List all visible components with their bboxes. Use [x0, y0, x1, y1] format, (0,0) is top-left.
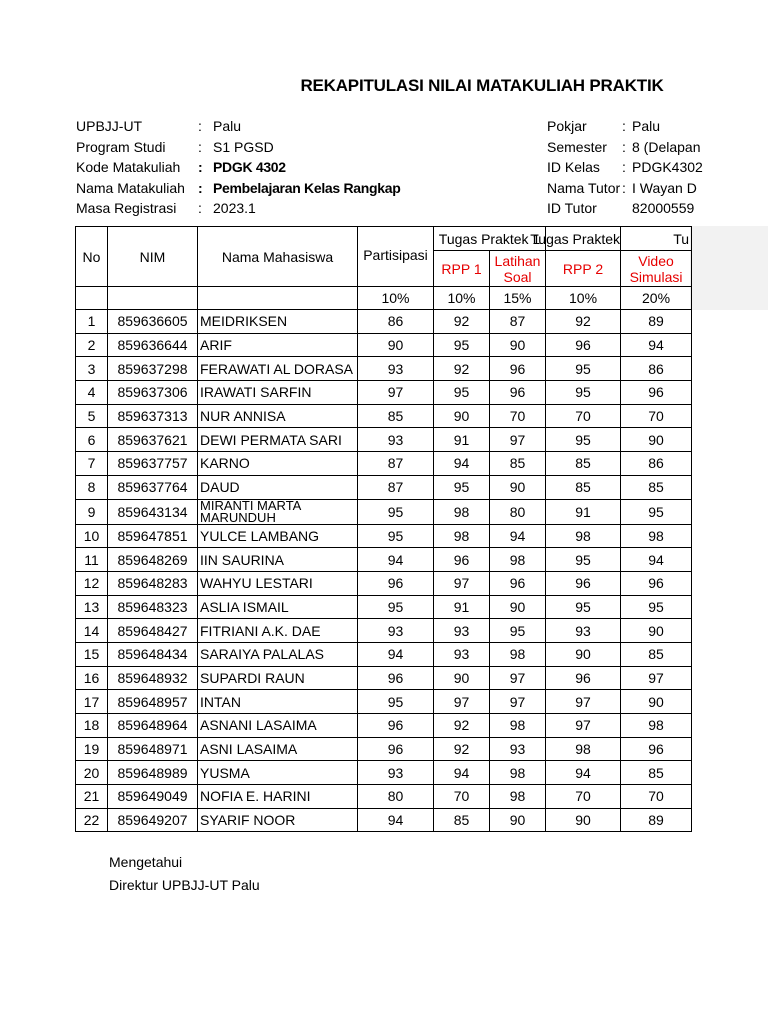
header-nim: NIM	[108, 227, 198, 287]
info_right-row	[547, 116, 703, 137]
row-video-simulasi: 96	[621, 737, 692, 761]
row-rpp-1: 70	[434, 785, 490, 809]
row-partisipasi: 95	[358, 524, 434, 548]
info_left-row	[76, 137, 401, 158]
row-latihan-soal: 98	[490, 785, 546, 809]
row-partisipasi: 95	[358, 690, 434, 714]
row-latihan-soal: 90	[490, 333, 546, 357]
row-nama: KARNO	[198, 452, 358, 476]
row-nim: 859643134	[108, 499, 198, 524]
row-rpp-1: 85	[434, 808, 490, 832]
table-row	[76, 714, 692, 738]
row-video-simulasi: 89	[621, 808, 692, 832]
table-row	[76, 357, 692, 381]
header-no: No	[76, 227, 108, 287]
row-no: 17	[76, 690, 108, 714]
row-rpp-1: 95	[434, 381, 490, 405]
row-video-simulasi: 98	[621, 714, 692, 738]
row-partisipasi: 93	[358, 619, 434, 643]
row-nama: SUPARDI RAUN	[198, 666, 358, 690]
row-video-simulasi: 70	[621, 785, 692, 809]
info_left-label: Kode Matakuliah	[76, 159, 181, 175]
row-partisipasi: 97	[358, 381, 434, 405]
row-rpp-2: 93	[546, 619, 621, 643]
row-nim: 859648283	[108, 571, 198, 595]
row-latihan-soal: 97	[490, 690, 546, 714]
info_right-value: PDGK4302	[632, 159, 703, 175]
row-rpp-1: 91	[434, 428, 490, 452]
table-row	[76, 404, 692, 428]
header-partisipasi: Partisipasi	[358, 227, 434, 287]
table-row	[76, 761, 692, 785]
row-rpp-2: 90	[546, 808, 621, 832]
row-partisipasi: 87	[358, 475, 434, 499]
row-rpp-2: 91	[546, 499, 621, 524]
row-latihan-soal: 96	[490, 571, 546, 595]
info_right-value: 82000559	[632, 200, 695, 216]
row-latihan-soal: 90	[490, 475, 546, 499]
row-nim: 859649207	[108, 808, 198, 832]
row-no: 12	[76, 571, 108, 595]
table-row	[76, 548, 692, 572]
row-nim: 859649049	[108, 785, 198, 809]
row-rpp-2: 70	[546, 404, 621, 428]
row-rpp-1: 93	[434, 642, 490, 666]
weight-partisipasi: 10%	[358, 287, 434, 310]
row-nama: DEWI PERMATA SARI	[198, 428, 358, 452]
info_left-value: Pembelajaran Kelas Rangkap	[213, 179, 401, 196]
row-latihan-soal: 96	[490, 357, 546, 381]
row-rpp-2: 85	[546, 475, 621, 499]
row-nim: 859648964	[108, 714, 198, 738]
row-nama: SYARIF NOOR	[198, 808, 358, 832]
row-partisipasi: 94	[358, 548, 434, 572]
weight-rpp-1: 10%	[434, 287, 490, 310]
table-row	[76, 524, 692, 548]
row-partisipasi: 95	[358, 499, 434, 524]
row-no: 18	[76, 714, 108, 738]
row-no: 8	[76, 475, 108, 499]
table-row	[76, 499, 692, 524]
row-video-simulasi: 94	[621, 548, 692, 572]
row-nama: ARIF	[198, 333, 358, 357]
row-video-simulasi: 86	[621, 357, 692, 381]
row-latihan-soal: 80	[490, 499, 546, 524]
info_right-label: Pokjar	[547, 118, 587, 134]
row-video-simulasi: 90	[621, 428, 692, 452]
row-no: 1	[76, 310, 108, 334]
row-rpp-2: 95	[546, 357, 621, 381]
row-video-simulasi: 96	[621, 571, 692, 595]
info_right-value: 8 (Delapan	[632, 138, 701, 155]
row-latihan-soal: 93	[490, 737, 546, 761]
row-no: 20	[76, 761, 108, 785]
row-partisipasi: 96	[358, 737, 434, 761]
info_left-value: S1 PGSD	[213, 138, 274, 155]
row-partisipasi: 93	[358, 761, 434, 785]
table-row	[76, 595, 692, 619]
table-row	[76, 619, 692, 643]
weight-empty	[198, 287, 358, 310]
row-video-simulasi: 98	[621, 524, 692, 548]
info_left-value: Palu	[213, 118, 242, 134]
row-no: 13	[76, 595, 108, 619]
weight-video-simulasi: 20%	[621, 287, 692, 310]
header-latihan-soal: Latihan Soal	[490, 251, 546, 287]
info_right-label: ID Kelas	[547, 159, 600, 175]
table-row	[76, 690, 692, 714]
row-latihan-soal: 95	[490, 619, 546, 643]
row-nama: FERAWATI AL DORASA	[198, 357, 358, 381]
row-no: 7	[76, 452, 108, 476]
row-nama: FITRIANI A.K. DAE	[198, 619, 358, 643]
weight-latihan-soal: 15%	[490, 287, 546, 310]
header-tugas-praktek-1: Tugas Praktek 1	[434, 227, 546, 251]
sheet-edge	[690, 226, 768, 310]
info_right-separator: :	[622, 179, 626, 196]
row-partisipasi: 96	[358, 714, 434, 738]
row-nama: IRAWATI SARFIN	[198, 381, 358, 405]
row-no: 11	[76, 548, 108, 572]
row-rpp-1: 96	[434, 548, 490, 572]
row-partisipasi: 94	[358, 642, 434, 666]
row-rpp-2: 96	[546, 571, 621, 595]
info_right-value: I Wayan D	[632, 179, 697, 196]
row-no: 19	[76, 737, 108, 761]
header-rpp-1: RPP 1	[434, 251, 490, 287]
row-nim: 859648971	[108, 737, 198, 761]
row-nama: DAUD	[198, 475, 358, 499]
weight-empty	[76, 287, 108, 310]
table-row	[76, 428, 692, 452]
row-no: 4	[76, 381, 108, 405]
row-latihan-soal: 96	[490, 381, 546, 405]
row-no: 5	[76, 404, 108, 428]
row-rpp-2: 85	[546, 452, 621, 476]
grade-table-wrapper	[75, 226, 691, 832]
row-video-simulasi: 90	[621, 619, 692, 643]
info_left-label: Nama Matakuliah	[76, 179, 185, 196]
row-nim: 859648427	[108, 619, 198, 643]
row-nama: IIN SAURINA	[198, 548, 358, 572]
row-nim: 859648269	[108, 548, 198, 572]
row-no: 22	[76, 808, 108, 832]
row-nama: MIRANTI MARTA MARUNDUH	[198, 499, 358, 524]
info_right-row	[547, 178, 703, 199]
table-row	[76, 642, 692, 666]
table-row	[76, 737, 692, 761]
row-rpp-2: 95	[546, 548, 621, 572]
info_right-row	[547, 137, 703, 158]
row-latihan-soal: 97	[490, 428, 546, 452]
row-rpp-2: 97	[546, 690, 621, 714]
table-row	[76, 452, 692, 476]
row-latihan-soal: 98	[490, 642, 546, 666]
row-nim: 859637306	[108, 381, 198, 405]
row-partisipasi: 96	[358, 666, 434, 690]
row-rpp-1: 90	[434, 404, 490, 428]
row-partisipasi: 86	[358, 310, 434, 334]
info_right-separator: :	[622, 138, 626, 155]
row-rpp-1: 98	[434, 524, 490, 548]
row-partisipasi: 94	[358, 808, 434, 832]
info_right-separator: :	[622, 118, 626, 134]
footer-direktur: Direktur UPBJJ-UT Palu	[109, 877, 260, 893]
footer	[109, 851, 260, 897]
row-rpp-2: 97	[546, 714, 621, 738]
row-video-simulasi: 97	[621, 666, 692, 690]
row-partisipasi: 96	[358, 571, 434, 595]
table-row	[76, 666, 692, 690]
info_right-row	[547, 198, 703, 219]
row-nama: ASNANI LASAIMA	[198, 714, 358, 738]
row-rpp-1: 98	[434, 499, 490, 524]
row-rpp-1: 94	[434, 761, 490, 785]
row-rpp-1: 92	[434, 310, 490, 334]
row-video-simulasi: 85	[621, 642, 692, 666]
row-video-simulasi: 94	[621, 333, 692, 357]
info_right-label: Nama Tutor	[547, 179, 621, 196]
header-rpp-2: RPP 2	[546, 251, 621, 287]
row-nama: SARAIYA PALALAS	[198, 642, 358, 666]
row-nim: 859647851	[108, 524, 198, 548]
header-video-simulasi: Video Simulasi	[621, 251, 692, 287]
row-rpp-2: 94	[546, 761, 621, 785]
table-row	[76, 785, 692, 809]
row-rpp-1: 95	[434, 475, 490, 499]
row-video-simulasi: 70	[621, 404, 692, 428]
row-rpp-1: 92	[434, 357, 490, 381]
row-rpp-1: 90	[434, 666, 490, 690]
row-rpp-2: 90	[546, 642, 621, 666]
row-rpp-1: 93	[434, 619, 490, 643]
row-no: 21	[76, 785, 108, 809]
info_left-row	[76, 116, 401, 137]
info_right-separator: :	[622, 159, 626, 175]
info_left-row	[76, 178, 401, 199]
row-partisipasi: 87	[358, 452, 434, 476]
row-no: 10	[76, 524, 108, 548]
grade-table	[75, 226, 692, 832]
info_right-row	[547, 157, 703, 178]
row-nim: 859636605	[108, 310, 198, 334]
row-rpp-1: 92	[434, 737, 490, 761]
row-nim: 859637764	[108, 475, 198, 499]
info_left-value: 2023.1	[213, 200, 256, 216]
row-latihan-soal: 70	[490, 404, 546, 428]
row-rpp-2: 92	[546, 310, 621, 334]
row-nim: 859648957	[108, 690, 198, 714]
info_left-separator: :	[198, 138, 202, 155]
row-latihan-soal: 90	[490, 595, 546, 619]
row-partisipasi: 80	[358, 785, 434, 809]
row-video-simulasi: 95	[621, 499, 692, 524]
row-latihan-soal: 98	[490, 761, 546, 785]
row-partisipasi: 85	[358, 404, 434, 428]
row-rpp-2: 95	[546, 595, 621, 619]
table-row	[76, 310, 692, 334]
header-nama: Nama Mahasiswa	[198, 227, 358, 287]
info_left-separator: :	[198, 179, 203, 196]
row-nama: YULCE LAMBANG	[198, 524, 358, 548]
row-latihan-soal: 85	[490, 452, 546, 476]
row-nama: ASNI LASAIMA	[198, 737, 358, 761]
row-nim: 859648434	[108, 642, 198, 666]
row-video-simulasi: 96	[621, 381, 692, 405]
row-latihan-soal: 98	[490, 548, 546, 572]
info_left-row	[76, 157, 401, 178]
row-rpp-2: 98	[546, 524, 621, 548]
weight-rpp-2: 10%	[546, 287, 621, 310]
row-nim: 859648932	[108, 666, 198, 690]
row-rpp-1: 91	[434, 595, 490, 619]
row-no: 15	[76, 642, 108, 666]
info-right	[547, 116, 703, 219]
row-rpp-1: 94	[434, 452, 490, 476]
row-latihan-soal: 97	[490, 666, 546, 690]
table-row	[76, 571, 692, 595]
header-tugas-praktek-3: Tu	[621, 227, 692, 251]
row-video-simulasi: 85	[621, 761, 692, 785]
weight-empty	[108, 287, 198, 310]
row-rpp-2: 95	[546, 428, 621, 452]
row-rpp-2: 96	[546, 333, 621, 357]
row-video-simulasi: 85	[621, 475, 692, 499]
table-row	[76, 808, 692, 832]
info_left-label: Masa Registrasi	[76, 200, 177, 216]
row-nim: 859637621	[108, 428, 198, 452]
table-row	[76, 475, 692, 499]
row-latihan-soal: 98	[490, 714, 546, 738]
row-nim: 859637757	[108, 452, 198, 476]
row-partisipasi: 90	[358, 333, 434, 357]
info_left-label: UPBJJ-UT	[76, 118, 143, 134]
row-rpp-1: 92	[434, 714, 490, 738]
header-tugas-praktek-2: Tugas Praktek	[546, 227, 621, 251]
row-no: 6	[76, 428, 108, 452]
info_left-value: PDGK 4302	[213, 159, 286, 175]
row-no: 9	[76, 499, 108, 524]
info_left-row	[76, 198, 401, 219]
row-rpp-1: 95	[434, 333, 490, 357]
row-nama: ASLIA ISMAIL	[198, 595, 358, 619]
row-partisipasi: 93	[358, 428, 434, 452]
row-nama: MEIDRIKSEN	[198, 310, 358, 334]
row-rpp-1: 97	[434, 690, 490, 714]
table-row	[76, 333, 692, 357]
row-latihan-soal: 90	[490, 808, 546, 832]
row-nama: NOFIA E. HARINI	[198, 785, 358, 809]
row-rpp-2: 70	[546, 785, 621, 809]
info_right-label: ID Tutor	[547, 200, 597, 216]
row-partisipasi: 95	[358, 595, 434, 619]
row-nim: 859637313	[108, 404, 198, 428]
row-video-simulasi: 90	[621, 690, 692, 714]
info_left-separator: :	[198, 200, 202, 216]
row-rpp-2: 98	[546, 737, 621, 761]
info_left-separator: :	[198, 159, 203, 175]
row-rpp-1: 97	[434, 571, 490, 595]
row-nim: 859648323	[108, 595, 198, 619]
row-nama: NUR ANNISA	[198, 404, 358, 428]
row-nama: WAHYU LESTARI	[198, 571, 358, 595]
row-latihan-soal: 94	[490, 524, 546, 548]
row-rpp-2: 95	[546, 381, 621, 405]
info-left	[76, 116, 401, 219]
info_right-label: Semester	[547, 138, 607, 155]
row-nama: INTAN	[198, 690, 358, 714]
row-latihan-soal: 87	[490, 310, 546, 334]
row-nim: 859637298	[108, 357, 198, 381]
row-nama: YUSMA	[198, 761, 358, 785]
row-nim: 859648989	[108, 761, 198, 785]
info_left-label: Program Studi	[76, 138, 166, 155]
row-rpp-2: 96	[546, 666, 621, 690]
info_left-separator: :	[198, 118, 202, 134]
table-row	[76, 381, 692, 405]
row-no: 14	[76, 619, 108, 643]
row-no: 16	[76, 666, 108, 690]
row-no: 3	[76, 357, 108, 381]
page-title: REKAPITULASI NILAI MATAKULIAH PRAKTIK	[300, 76, 664, 95]
footer-mengetahui: Mengetahui	[109, 854, 183, 870]
row-video-simulasi: 86	[621, 452, 692, 476]
row-nim: 859636644	[108, 333, 198, 357]
row-video-simulasi: 89	[621, 310, 692, 334]
info_right-value: Palu	[632, 118, 661, 134]
row-video-simulasi: 95	[621, 595, 692, 619]
row-partisipasi: 93	[358, 357, 434, 381]
row-no: 2	[76, 333, 108, 357]
